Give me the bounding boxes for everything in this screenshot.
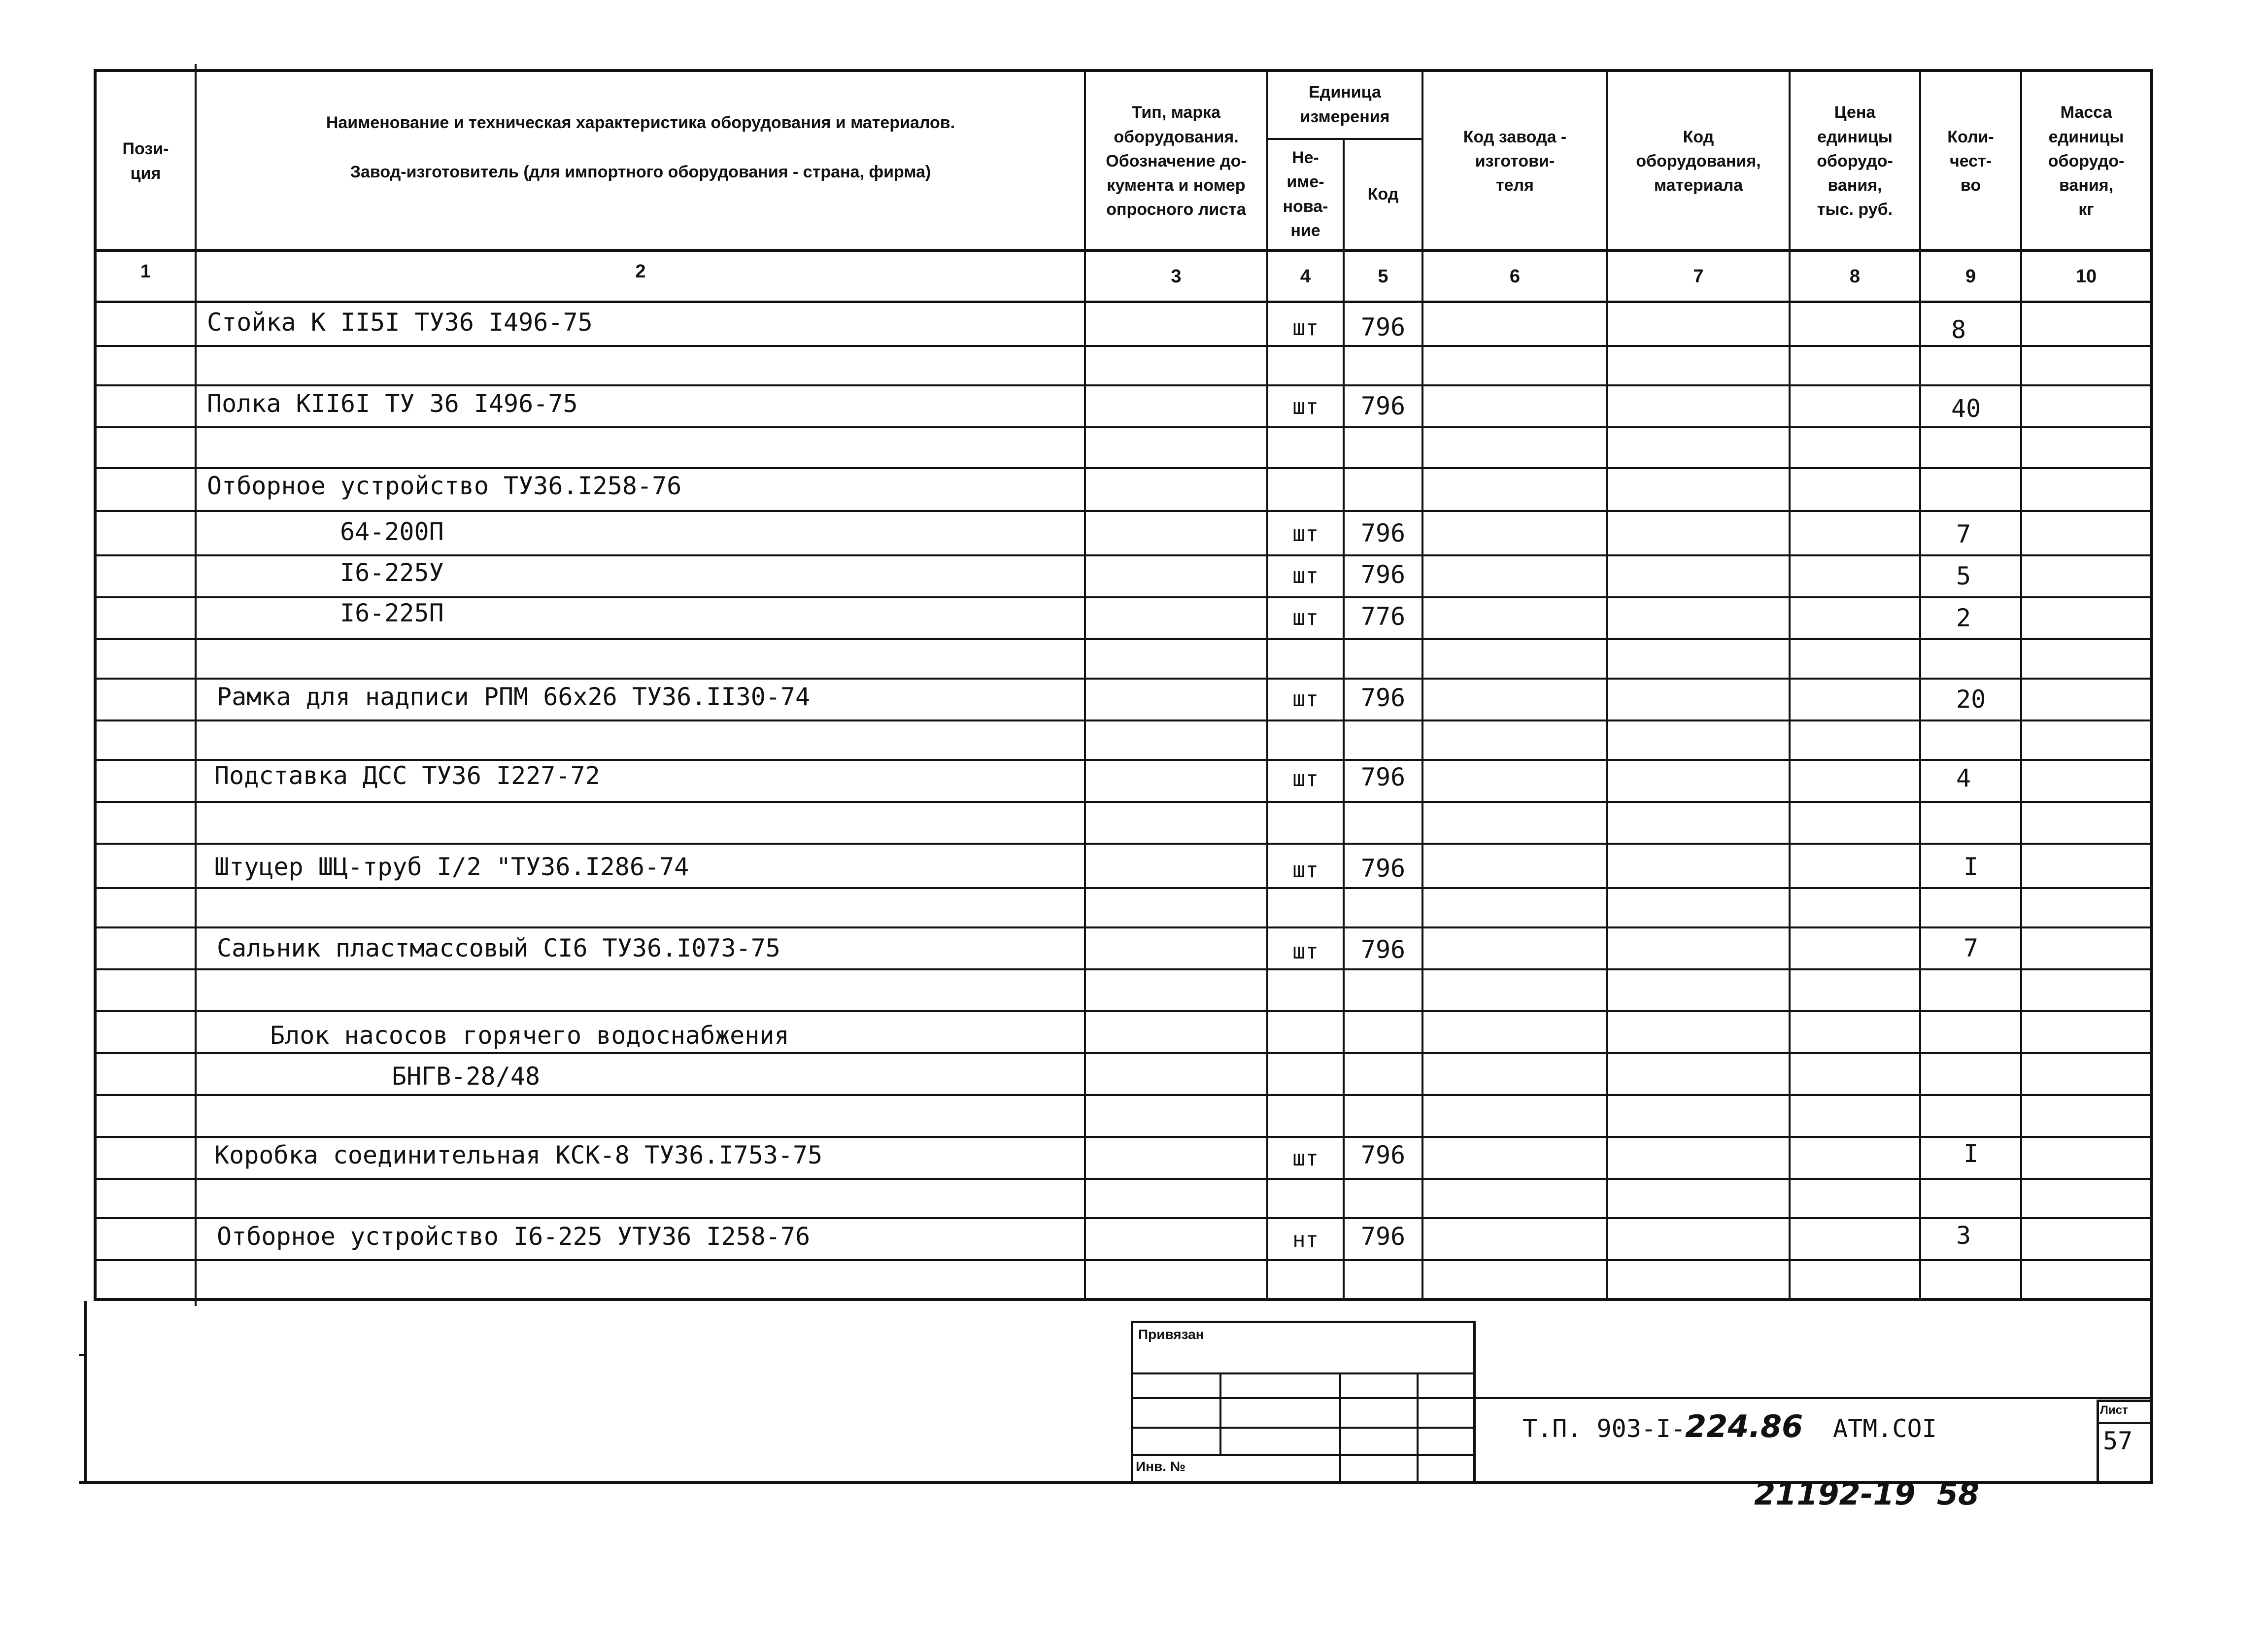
col-number-10: 10: [2075, 266, 2097, 287]
row-code: 796: [1360, 560, 1406, 589]
col-divider-3: [1266, 69, 1268, 1301]
row-name: Рамка для надписи РПМ 66х26 ТУ36.II30-74: [217, 683, 811, 711]
header-equipment-code: Код оборудования, материала: [1636, 127, 1761, 195]
row-line: [94, 384, 2153, 386]
row-qty: I: [1963, 1139, 1979, 1168]
stamp-line: [1131, 1454, 1476, 1456]
row-qty: I: [1963, 853, 1979, 881]
row-line: [94, 510, 2153, 512]
header-position: Пози- ция: [122, 139, 169, 183]
row-line: [94, 759, 2153, 761]
row-line: [94, 1052, 2153, 1054]
row-line: [94, 926, 2153, 928]
doc-hand-number: 224.86: [1685, 1408, 1803, 1444]
row-name: БНГВ-28/48: [392, 1062, 541, 1091]
row-line: [94, 678, 2153, 680]
row-unit: шт: [1292, 394, 1319, 419]
row-unit: нт: [1292, 1227, 1319, 1252]
row-name: Отборное устройство I6-225 УТУ36 I258-76: [217, 1222, 811, 1251]
row-line: [94, 1136, 2153, 1138]
col-number-3: 3: [1171, 266, 1182, 287]
header-name-line1: Наименование и техническая характеристика оборудования и материалов.: [326, 113, 955, 133]
header-name-line2: Завод-изготовитель (для импортного оборудования - страна, фирма): [350, 163, 931, 182]
row-unit: шт: [1292, 605, 1319, 630]
row-code: 776: [1360, 602, 1406, 631]
header-type: Тип, марка оборудования. Обозначение до- кумента и номер опросного листа: [1106, 103, 1247, 219]
col-divider-2: [1084, 69, 1086, 1301]
row-line: [94, 1217, 2153, 1219]
designation-top-line: [1476, 1397, 2153, 1399]
row-name: Подставка ДСС ТУ36 I227-72: [214, 761, 600, 790]
col-number-6: 6: [1509, 266, 1521, 287]
row-line: [94, 554, 2153, 556]
row-line: [94, 467, 2153, 469]
row-code: 796: [1360, 1222, 1406, 1251]
col-divider-6: [1606, 69, 1608, 1301]
header-price: Цена единицы оборудо- вания, тыс. руб.: [1817, 103, 1893, 219]
col-number-8: 8: [1849, 266, 1861, 287]
row-line: [94, 596, 2153, 598]
row-name: Штуцер ШЦ-труб I/2 "ТУ36.I286-74: [214, 853, 689, 881]
row-name: Полка КII6I ТУ 36 I496-75: [207, 389, 578, 418]
row-unit: шт: [1292, 1146, 1319, 1171]
left-tick: [79, 1354, 86, 1356]
sheet-label: Лист: [2100, 1404, 2128, 1417]
row-code: 796: [1360, 763, 1406, 791]
row-name: Блок насосов горячего водоснабжения: [270, 1021, 789, 1050]
col-number-4: 4: [1300, 266, 1311, 287]
header-bottom-line: [94, 249, 2153, 252]
header-unit-code: Код: [1367, 184, 1399, 204]
stamp-col: [1339, 1372, 1341, 1483]
row-name: Стойка К II5I ТУ36 I496-75: [207, 308, 593, 337]
sheet-number: 57: [2103, 1427, 2133, 1455]
row-unit: шт: [1292, 686, 1319, 712]
row-line: [94, 638, 2153, 640]
numbers-bottom-line: [94, 301, 2153, 303]
row-unit: шт: [1292, 766, 1319, 791]
row-line: [94, 843, 2153, 845]
header-unit-name: Не- име- нова- ние: [1283, 148, 1328, 240]
row-qty: 20: [1956, 685, 1986, 714]
col-number-9: 9: [1965, 266, 1976, 287]
row-line: [94, 720, 2153, 721]
sheet-box-divider: [2097, 1422, 2153, 1424]
stamp-inv: Инв. №: [1136, 1459, 1186, 1474]
col-number-5: 5: [1378, 266, 1388, 287]
col-number-7: 7: [1693, 266, 1704, 287]
row-line: [94, 426, 2153, 428]
header-mass: Масса единицы оборудо- вания, кг: [2048, 103, 2125, 219]
col-divider-9: [2020, 69, 2022, 1301]
row-unit: шт: [1292, 521, 1319, 547]
row-code: 796: [1360, 313, 1406, 342]
row-line: [94, 1010, 2153, 1012]
row-unit: шт: [1292, 857, 1319, 883]
row-code: 796: [1360, 684, 1406, 712]
stamp-col: [1417, 1372, 1419, 1483]
row-qty: 2: [1956, 604, 1971, 632]
row-line: [94, 887, 2153, 889]
stamp-privyazan: Привязан: [1138, 1327, 1204, 1342]
bottom-reference: 21192-19 58: [1754, 1476, 1980, 1512]
row-qty: 7: [1956, 520, 1971, 548]
row-name: Коробка соединительная КСК-8 ТУ36.I753-75: [214, 1141, 823, 1169]
header-factory-code: Код завода - изготови- теля: [1463, 127, 1567, 195]
row-qty: 3: [1956, 1221, 1971, 1250]
col-number-1: 1: [140, 261, 151, 282]
row-name: Сальник пластмассовый СI6 ТУ36.I073-75: [217, 934, 780, 962]
stamp-col: [1219, 1372, 1221, 1454]
row-line: [94, 1094, 2153, 1096]
col-divider-5: [1422, 69, 1423, 1301]
doc-prefix: Т.П. 903-I-: [1523, 1414, 1686, 1443]
row-qty: 5: [1956, 562, 1971, 590]
stamp-line: [1131, 1427, 1476, 1429]
row-name: I6-225П: [340, 599, 444, 627]
row-name: 64-200П: [340, 517, 444, 546]
stamp-line: [1131, 1397, 1476, 1399]
row-unit: шт: [1292, 563, 1319, 588]
row-qty: 7: [1963, 934, 1979, 962]
row-unit: шт: [1292, 315, 1319, 341]
col-divider-8: [1919, 69, 1921, 1301]
header-unit-group: Единица измерения: [1300, 83, 1390, 126]
row-code: 796: [1360, 935, 1406, 964]
row-line: [94, 1178, 2153, 1180]
stamp-line: [1131, 1372, 1476, 1374]
row-code: 796: [1360, 1141, 1406, 1169]
row-line: [94, 801, 2153, 803]
row-line: [94, 968, 2153, 970]
row-line: [94, 345, 2153, 347]
row-qty: 4: [1956, 764, 1971, 792]
col-divider-7: [1789, 69, 1791, 1301]
row-code: 796: [1360, 854, 1406, 883]
row-name: Отборное устройство ТУ36.I258-76: [207, 472, 682, 500]
row-code: 796: [1360, 392, 1406, 420]
doc-suffix: АТМ.COI: [1833, 1414, 1937, 1443]
row-qty: 40: [1951, 394, 1981, 423]
row-name: I6-225У: [340, 558, 444, 587]
row-unit: шт: [1292, 939, 1319, 964]
row-line: [94, 1259, 2153, 1261]
col-number-2: 2: [635, 261, 646, 282]
row-code: 796: [1360, 519, 1406, 548]
frame-left-edge: [84, 1301, 87, 1483]
header-quantity: Коли- чест- во: [1947, 127, 1994, 195]
row-qty: 8: [1951, 315, 1966, 344]
